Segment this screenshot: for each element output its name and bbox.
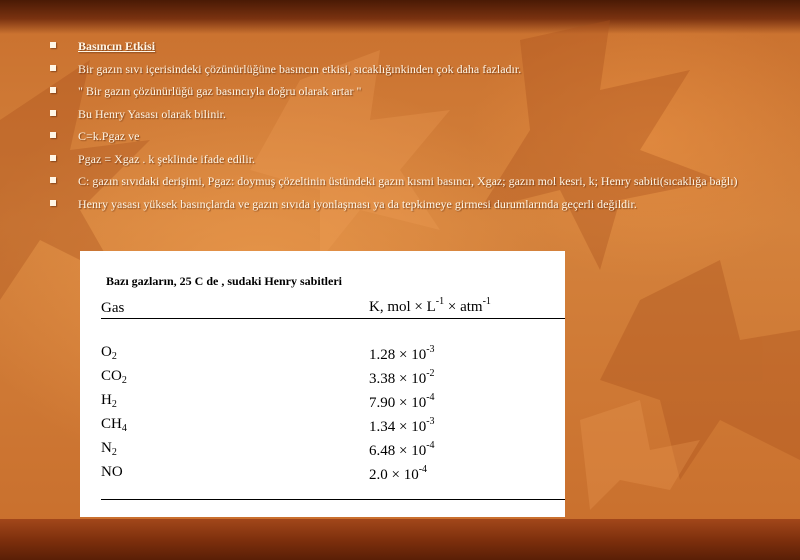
henry-constant: $1.28 \times 10^{-3}$ — [369, 344, 435, 363]
gas-formula: NO — [101, 464, 123, 480]
gas-formula: $H_2$ — [101, 392, 117, 410]
table-row — [101, 416, 561, 438]
bullet-marker-icon — [50, 65, 56, 71]
henry-constant: $1.34 \times 10^{-3}$ — [369, 416, 435, 435]
gas-formula: $N_2$ — [101, 440, 117, 458]
bullet-marker-icon — [50, 200, 56, 206]
table-caption: Bazı gazların, 25 C de , sudaki Henry sabitleri — [106, 274, 343, 288]
header-k: K, mol × $L^{-1} \times atm^{-1}$ — [369, 296, 491, 315]
henry-constant: $6.48 \times 10^{-4}$ — [369, 440, 435, 459]
bullet-item: " Bir gazın çözünürlüğü gaz basıncıyla doğru olarak artar " — [50, 83, 750, 99]
bullet-marker-icon — [50, 132, 56, 138]
bottom-dark-band — [0, 519, 800, 560]
bullet-item: Bir gazın sıvı içerisindeki çözünürlüğüne basıncın etkisi, sıcaklığınkinden çok daha fazladır. — [50, 61, 750, 77]
gas-formula: $O_2$ — [101, 344, 117, 362]
bullet-item: Bu Henry Yasası olarak bilinir. — [50, 106, 750, 122]
table-row — [101, 464, 561, 486]
table-row — [101, 368, 561, 390]
bullet-marker-icon — [50, 155, 56, 161]
header-rule — [101, 318, 565, 319]
bullet-marker-icon — [50, 177, 56, 183]
header-gas: Gas — [101, 300, 125, 316]
table-bottom-rule — [101, 499, 565, 500]
henry-constant: $3.38 \times 10^{-2}$ — [369, 368, 435, 387]
bullet-marker-icon — [50, 110, 56, 116]
bullet-item: Henry yasası yüksek basınçlarda ve gazın sıvıda iyonlaşması ya da tepkimeye girmesi durumlarında geçerli değildir. — [50, 196, 750, 212]
bullet-item: C: gazın sıvıdaki derişimi, Pgaz: doymuş çözeltinin üstündeki gazın kısmi basıncı, Xgaz; gazın mol kesri, k; Henry sabiti(sıcaklığa bağlı) — [50, 173, 750, 189]
bullet-list — [50, 38, 750, 218]
henry-constant: $2.0 \times 10^{-4}$ — [369, 464, 428, 483]
bullet-heading: Basıncın Etkisi — [50, 38, 750, 54]
bullet-marker-icon — [50, 42, 56, 48]
bullet-item: Pgaz = Xgaz . k şeklinde ifade edilir. — [50, 151, 750, 167]
bullet-item: C=k.Pgaz ve — [50, 128, 750, 144]
henry-constant: $7.90 \times 10^{-4}$ — [369, 392, 435, 411]
gas-formula: $CH_4$ — [101, 416, 127, 434]
gas-formula: $CO_2$ — [101, 368, 127, 386]
table-row — [101, 440, 561, 462]
henry-constants-table — [80, 251, 565, 517]
table-row — [101, 392, 561, 414]
bullet-marker-icon — [50, 87, 56, 93]
table-row — [101, 344, 561, 366]
